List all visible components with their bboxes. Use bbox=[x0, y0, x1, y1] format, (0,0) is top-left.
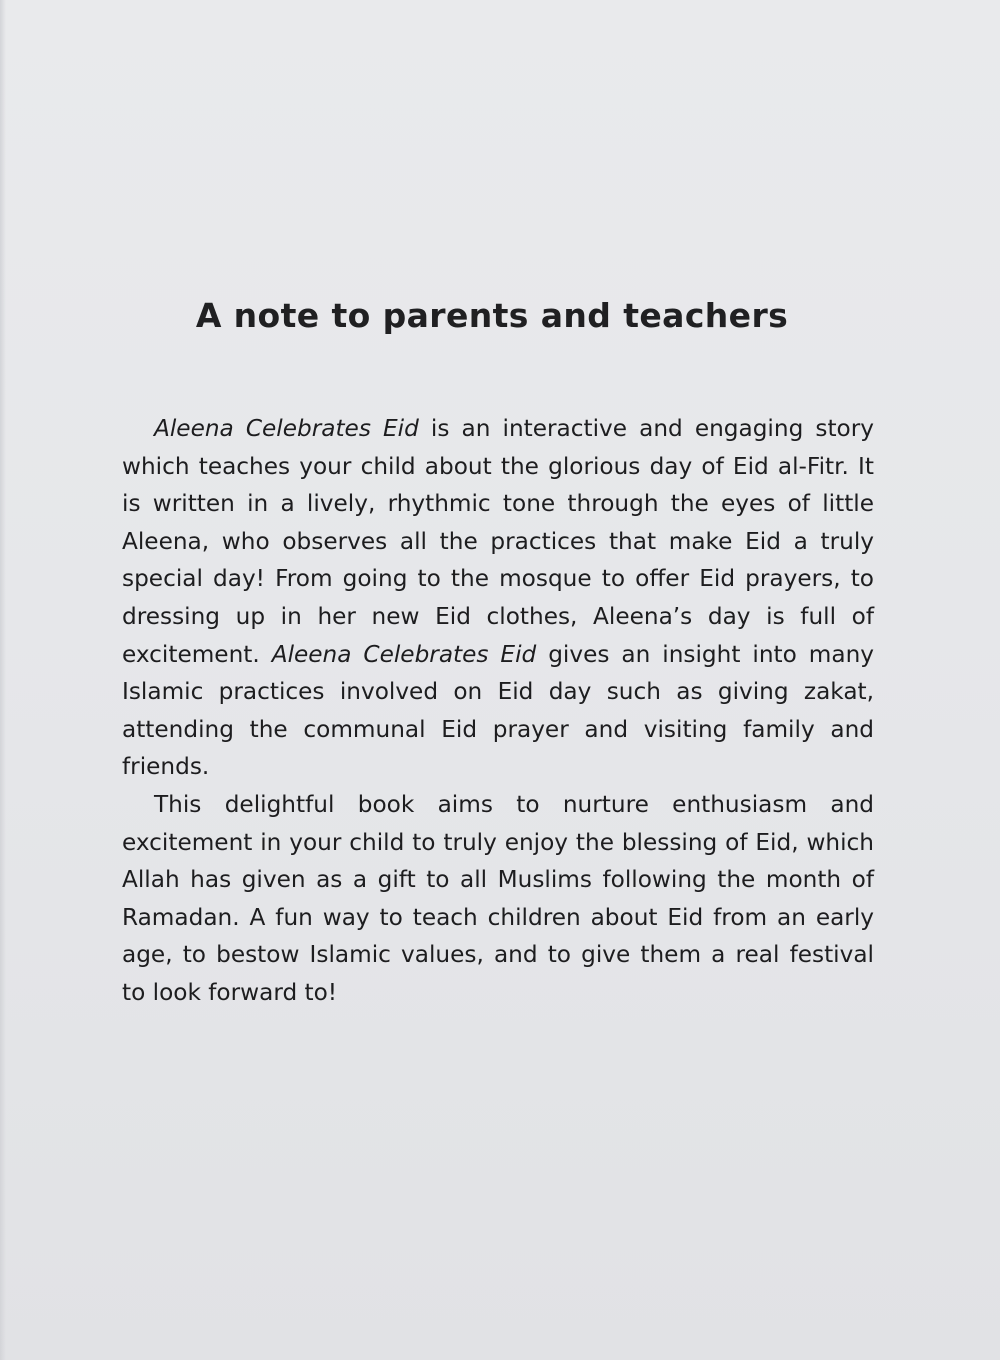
book-title-italic: Aleena Celebrates Eid bbox=[271, 640, 537, 668]
page-title: A note to parents and teachers bbox=[195, 296, 789, 335]
paragraph-intro-text-b: gives an insight into many Islamic practices involved on Eid day such as giving zakat, attending the communal Eid prayer and visiting family and friends. bbox=[122, 640, 874, 781]
page-binding-edge bbox=[0, 0, 6, 1360]
paragraph-intro bbox=[122, 410, 874, 786]
paragraph-closing: This delightful book aims to nurture enthusiasm and excitement in your child to truly enjoy the blessing of Eid, which Allah has given as a gift to all Muslims following the month of Ramadan. A fun way to teach children about Eid from an early age, to bestow Islamic values, and to give them a real festival to look forward to! bbox=[122, 790, 874, 1006]
paragraph-intro-text-a: is an interactive and engaging story which teaches your child about the glorious day of Eid al-Fitr. It is written in a lively, rhythmic tone through the eyes of little Aleena, who observes all the practices that make Eid a truly special day! From going to the mosque to offer Eid prayers, to dressing up in her new Eid clothes, Aleena’s day is full of excitement. bbox=[122, 415, 874, 668]
book-title-italic: Aleena Celebrates Eid bbox=[154, 415, 419, 442]
note-body bbox=[122, 410, 874, 1012]
